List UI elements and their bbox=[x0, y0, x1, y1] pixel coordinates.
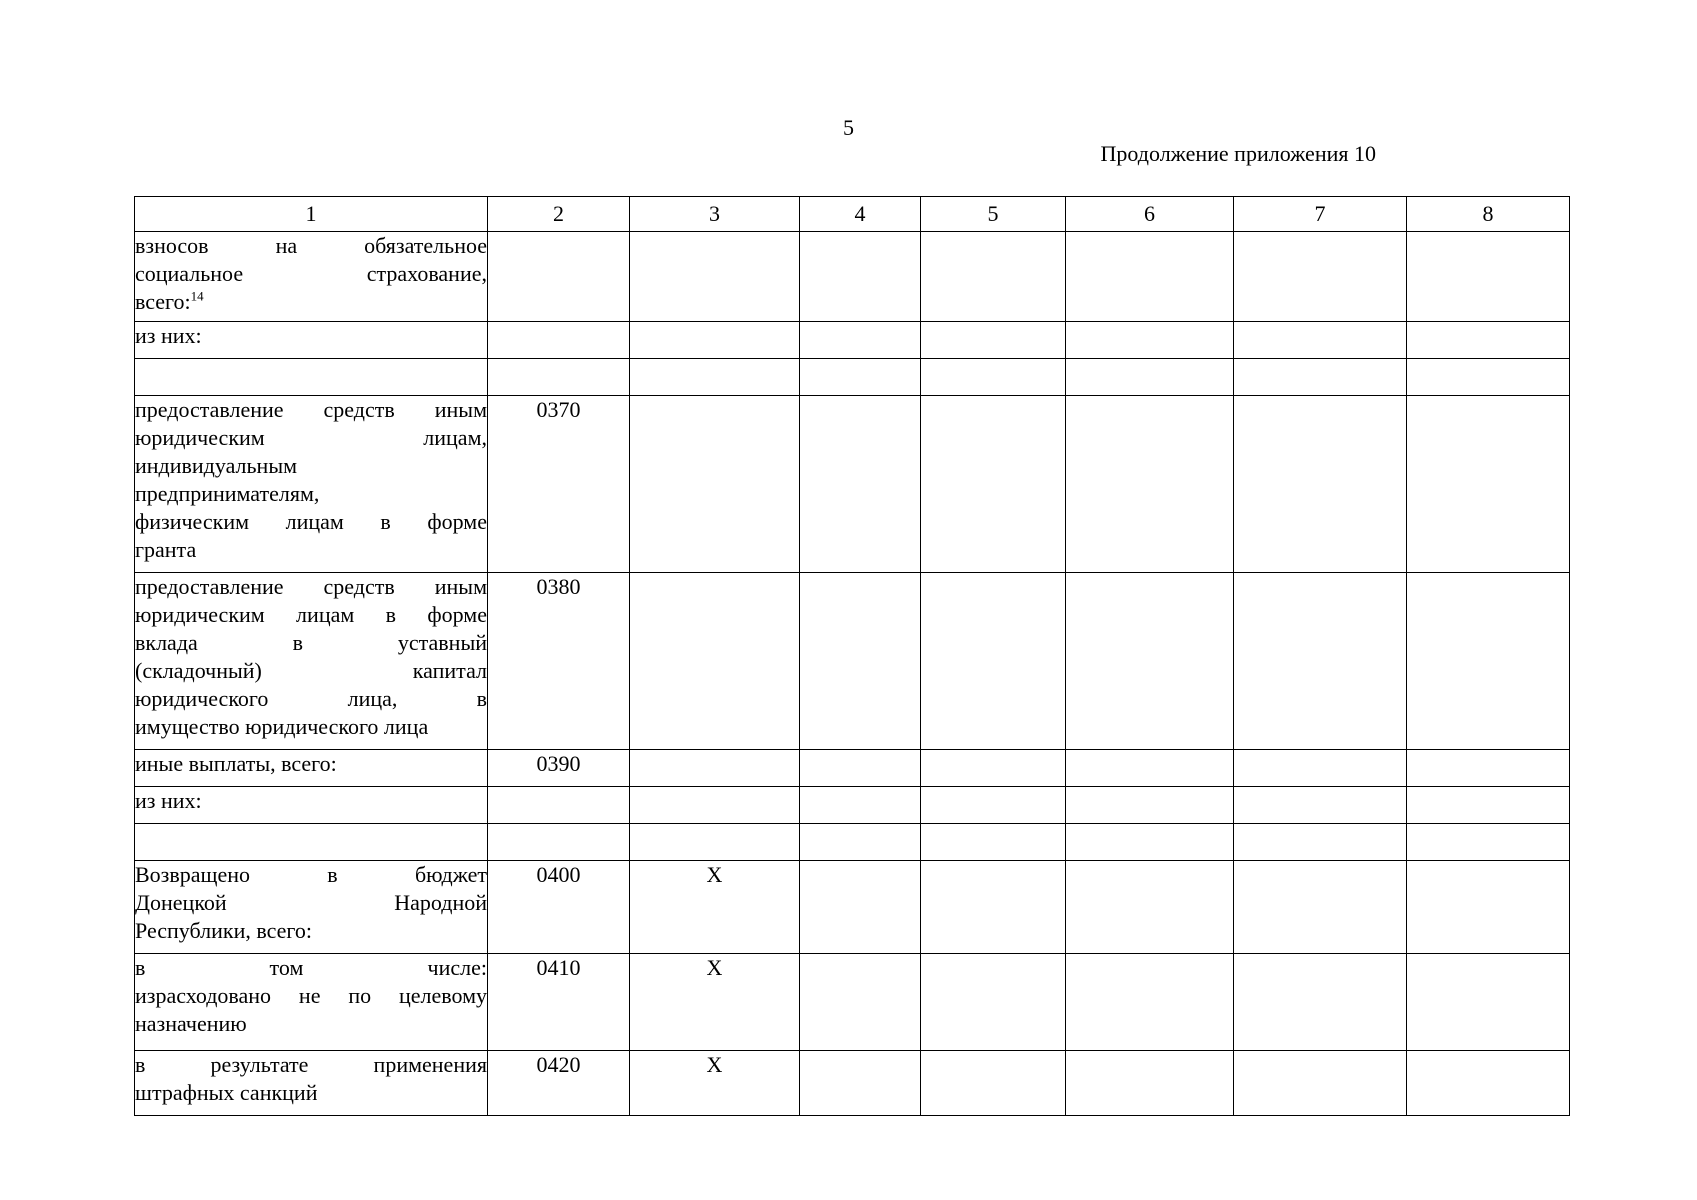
page-number: 5 bbox=[843, 115, 854, 140]
empty-cell bbox=[1066, 232, 1234, 322]
row-label-line: гранта bbox=[135, 537, 197, 562]
row-mark bbox=[630, 396, 800, 573]
row-label-line: вклада в уставный bbox=[135, 630, 487, 655]
empty-cell bbox=[1407, 954, 1570, 1051]
empty-cell bbox=[1234, 573, 1407, 750]
empty-cell bbox=[800, 954, 921, 1051]
continuation-label: Продолжение приложения 10 bbox=[1100, 141, 1376, 166]
empty-cell bbox=[921, 824, 1066, 861]
column-header: 2 bbox=[488, 197, 630, 232]
empty-cell bbox=[1234, 861, 1407, 954]
row-label-line bbox=[135, 288, 487, 316]
table-row bbox=[135, 573, 1570, 750]
empty-cell bbox=[800, 232, 921, 322]
empty-cell bbox=[800, 824, 921, 861]
empty-cell bbox=[1407, 787, 1570, 824]
row-label-line: в результате применения bbox=[135, 1052, 487, 1077]
empty-cell bbox=[921, 861, 1066, 954]
row-mark bbox=[630, 750, 800, 787]
row-label bbox=[135, 232, 488, 322]
row-label bbox=[135, 573, 488, 750]
row-label-line: юридического лица, в bbox=[135, 686, 487, 711]
empty-cell bbox=[921, 396, 1066, 573]
column-header: 3 bbox=[630, 197, 800, 232]
row-mark bbox=[630, 787, 800, 824]
row-label-line: из них: bbox=[135, 323, 202, 348]
row-label bbox=[135, 396, 488, 573]
table-row bbox=[135, 824, 1570, 861]
row-label bbox=[135, 322, 488, 359]
row-label-line: (складочный) капитал bbox=[135, 658, 487, 683]
empty-cell bbox=[1066, 861, 1234, 954]
row-label bbox=[135, 954, 488, 1051]
empty-cell bbox=[1407, 861, 1570, 954]
empty-cell bbox=[921, 787, 1066, 824]
empty-cell bbox=[800, 359, 921, 396]
empty-cell bbox=[1066, 787, 1234, 824]
empty-cell bbox=[1407, 396, 1570, 573]
empty-cell bbox=[1234, 954, 1407, 1051]
row-label-line: из них: bbox=[135, 788, 202, 813]
empty-cell bbox=[1407, 824, 1570, 861]
row-label-line: взносов на обязательное bbox=[135, 233, 487, 258]
row-mark bbox=[630, 322, 800, 359]
row-label-line: штрафных санкций bbox=[135, 1080, 318, 1105]
row-label-line: назначению bbox=[135, 1011, 247, 1036]
row-code: 0400 bbox=[488, 861, 630, 954]
row-code: 0370 bbox=[488, 396, 630, 573]
table-row bbox=[135, 396, 1570, 573]
empty-cell bbox=[1066, 573, 1234, 750]
row-label-line: Возвращено в бюджет bbox=[135, 862, 487, 887]
row-mark bbox=[630, 359, 800, 396]
table-row bbox=[135, 954, 1570, 1051]
empty-cell bbox=[1234, 787, 1407, 824]
empty-cell bbox=[1066, 1051, 1234, 1116]
row-label-line: юридическим лицам, bbox=[135, 425, 487, 450]
row-label-line: Донецкой Народной bbox=[135, 890, 487, 915]
empty-cell bbox=[1234, 232, 1407, 322]
row-label bbox=[135, 861, 488, 954]
row-code bbox=[488, 232, 630, 322]
empty-cell bbox=[1407, 322, 1570, 359]
row-label-line: предоставление средств иным bbox=[135, 574, 487, 599]
empty-cell bbox=[1234, 396, 1407, 573]
footnote-marker: 14 bbox=[190, 288, 204, 304]
row-code: 0420 bbox=[488, 1051, 630, 1116]
empty-cell bbox=[921, 322, 1066, 359]
table-row bbox=[135, 1051, 1570, 1116]
empty-cell bbox=[1066, 954, 1234, 1051]
row-code bbox=[488, 824, 630, 861]
row-label-line: социальное страхование, bbox=[135, 261, 487, 286]
column-header: 5 bbox=[921, 197, 1066, 232]
row-label-line: имущество юридического лица bbox=[135, 714, 429, 739]
empty-cell bbox=[921, 573, 1066, 750]
empty-cell bbox=[1234, 750, 1407, 787]
empty-cell bbox=[800, 322, 921, 359]
empty-cell bbox=[800, 396, 921, 573]
table-row bbox=[135, 359, 1570, 396]
column-header: 8 bbox=[1407, 197, 1570, 232]
row-label-line: Республики, всего: bbox=[135, 918, 313, 943]
row-mark: Х bbox=[630, 1051, 800, 1116]
row-code bbox=[488, 787, 630, 824]
row-mark bbox=[630, 232, 800, 322]
table-row bbox=[135, 232, 1570, 322]
empty-cell bbox=[921, 359, 1066, 396]
row-label bbox=[135, 1051, 488, 1116]
row-mark bbox=[630, 824, 800, 861]
empty-cell bbox=[1066, 824, 1234, 861]
empty-cell bbox=[1407, 1051, 1570, 1116]
empty-cell bbox=[1234, 322, 1407, 359]
empty-cell bbox=[1407, 750, 1570, 787]
empty-cell bbox=[1407, 573, 1570, 750]
row-code: 0390 bbox=[488, 750, 630, 787]
row-label bbox=[135, 750, 488, 787]
row-code bbox=[488, 322, 630, 359]
table-row bbox=[135, 322, 1570, 359]
empty-cell bbox=[1066, 322, 1234, 359]
row-label-line: физическим лицам в форме bbox=[135, 509, 487, 534]
row-label bbox=[135, 787, 488, 824]
row-code: 0380 bbox=[488, 573, 630, 750]
column-header: 1 bbox=[135, 197, 488, 232]
empty-cell bbox=[800, 573, 921, 750]
empty-cell bbox=[1066, 359, 1234, 396]
empty-cell bbox=[921, 1051, 1066, 1116]
empty-cell bbox=[1066, 396, 1234, 573]
empty-cell bbox=[1407, 232, 1570, 322]
empty-cell bbox=[921, 954, 1066, 1051]
row-code bbox=[488, 359, 630, 396]
empty-cell bbox=[1234, 1051, 1407, 1116]
row-label-line: индивидуальным bbox=[135, 453, 298, 478]
report-table bbox=[134, 196, 1570, 1116]
empty-cell bbox=[800, 787, 921, 824]
row-label bbox=[135, 824, 488, 861]
column-number-row bbox=[135, 197, 1570, 232]
row-mark bbox=[630, 573, 800, 750]
empty-cell bbox=[800, 1051, 921, 1116]
column-header: 6 bbox=[1066, 197, 1234, 232]
column-header: 4 bbox=[800, 197, 921, 232]
table-row bbox=[135, 861, 1570, 954]
row-label-line: предпринимателям, bbox=[135, 481, 320, 506]
empty-cell bbox=[800, 861, 921, 954]
row-label-line: израсходовано не по целевому bbox=[135, 983, 487, 1008]
empty-cell bbox=[921, 232, 1066, 322]
column-header: 7 bbox=[1234, 197, 1407, 232]
empty-cell bbox=[1407, 359, 1570, 396]
row-label-line: иные выплаты, всего: bbox=[135, 751, 337, 776]
row-code: 0410 bbox=[488, 954, 630, 1051]
row-label-text: всего: bbox=[135, 289, 191, 314]
table-row bbox=[135, 750, 1570, 787]
row-label-line: в том числе: bbox=[135, 955, 487, 980]
row-label-line: юридическим лицам в форме bbox=[135, 602, 487, 627]
empty-cell bbox=[1066, 750, 1234, 787]
row-mark: Х bbox=[630, 861, 800, 954]
table-body bbox=[135, 232, 1570, 1116]
row-mark: Х bbox=[630, 954, 800, 1051]
empty-cell bbox=[1234, 824, 1407, 861]
empty-cell bbox=[921, 750, 1066, 787]
row-label-line: предоставление средств иным bbox=[135, 397, 487, 422]
empty-cell bbox=[800, 750, 921, 787]
row-label bbox=[135, 359, 488, 396]
table-row bbox=[135, 787, 1570, 824]
empty-cell bbox=[1234, 359, 1407, 396]
